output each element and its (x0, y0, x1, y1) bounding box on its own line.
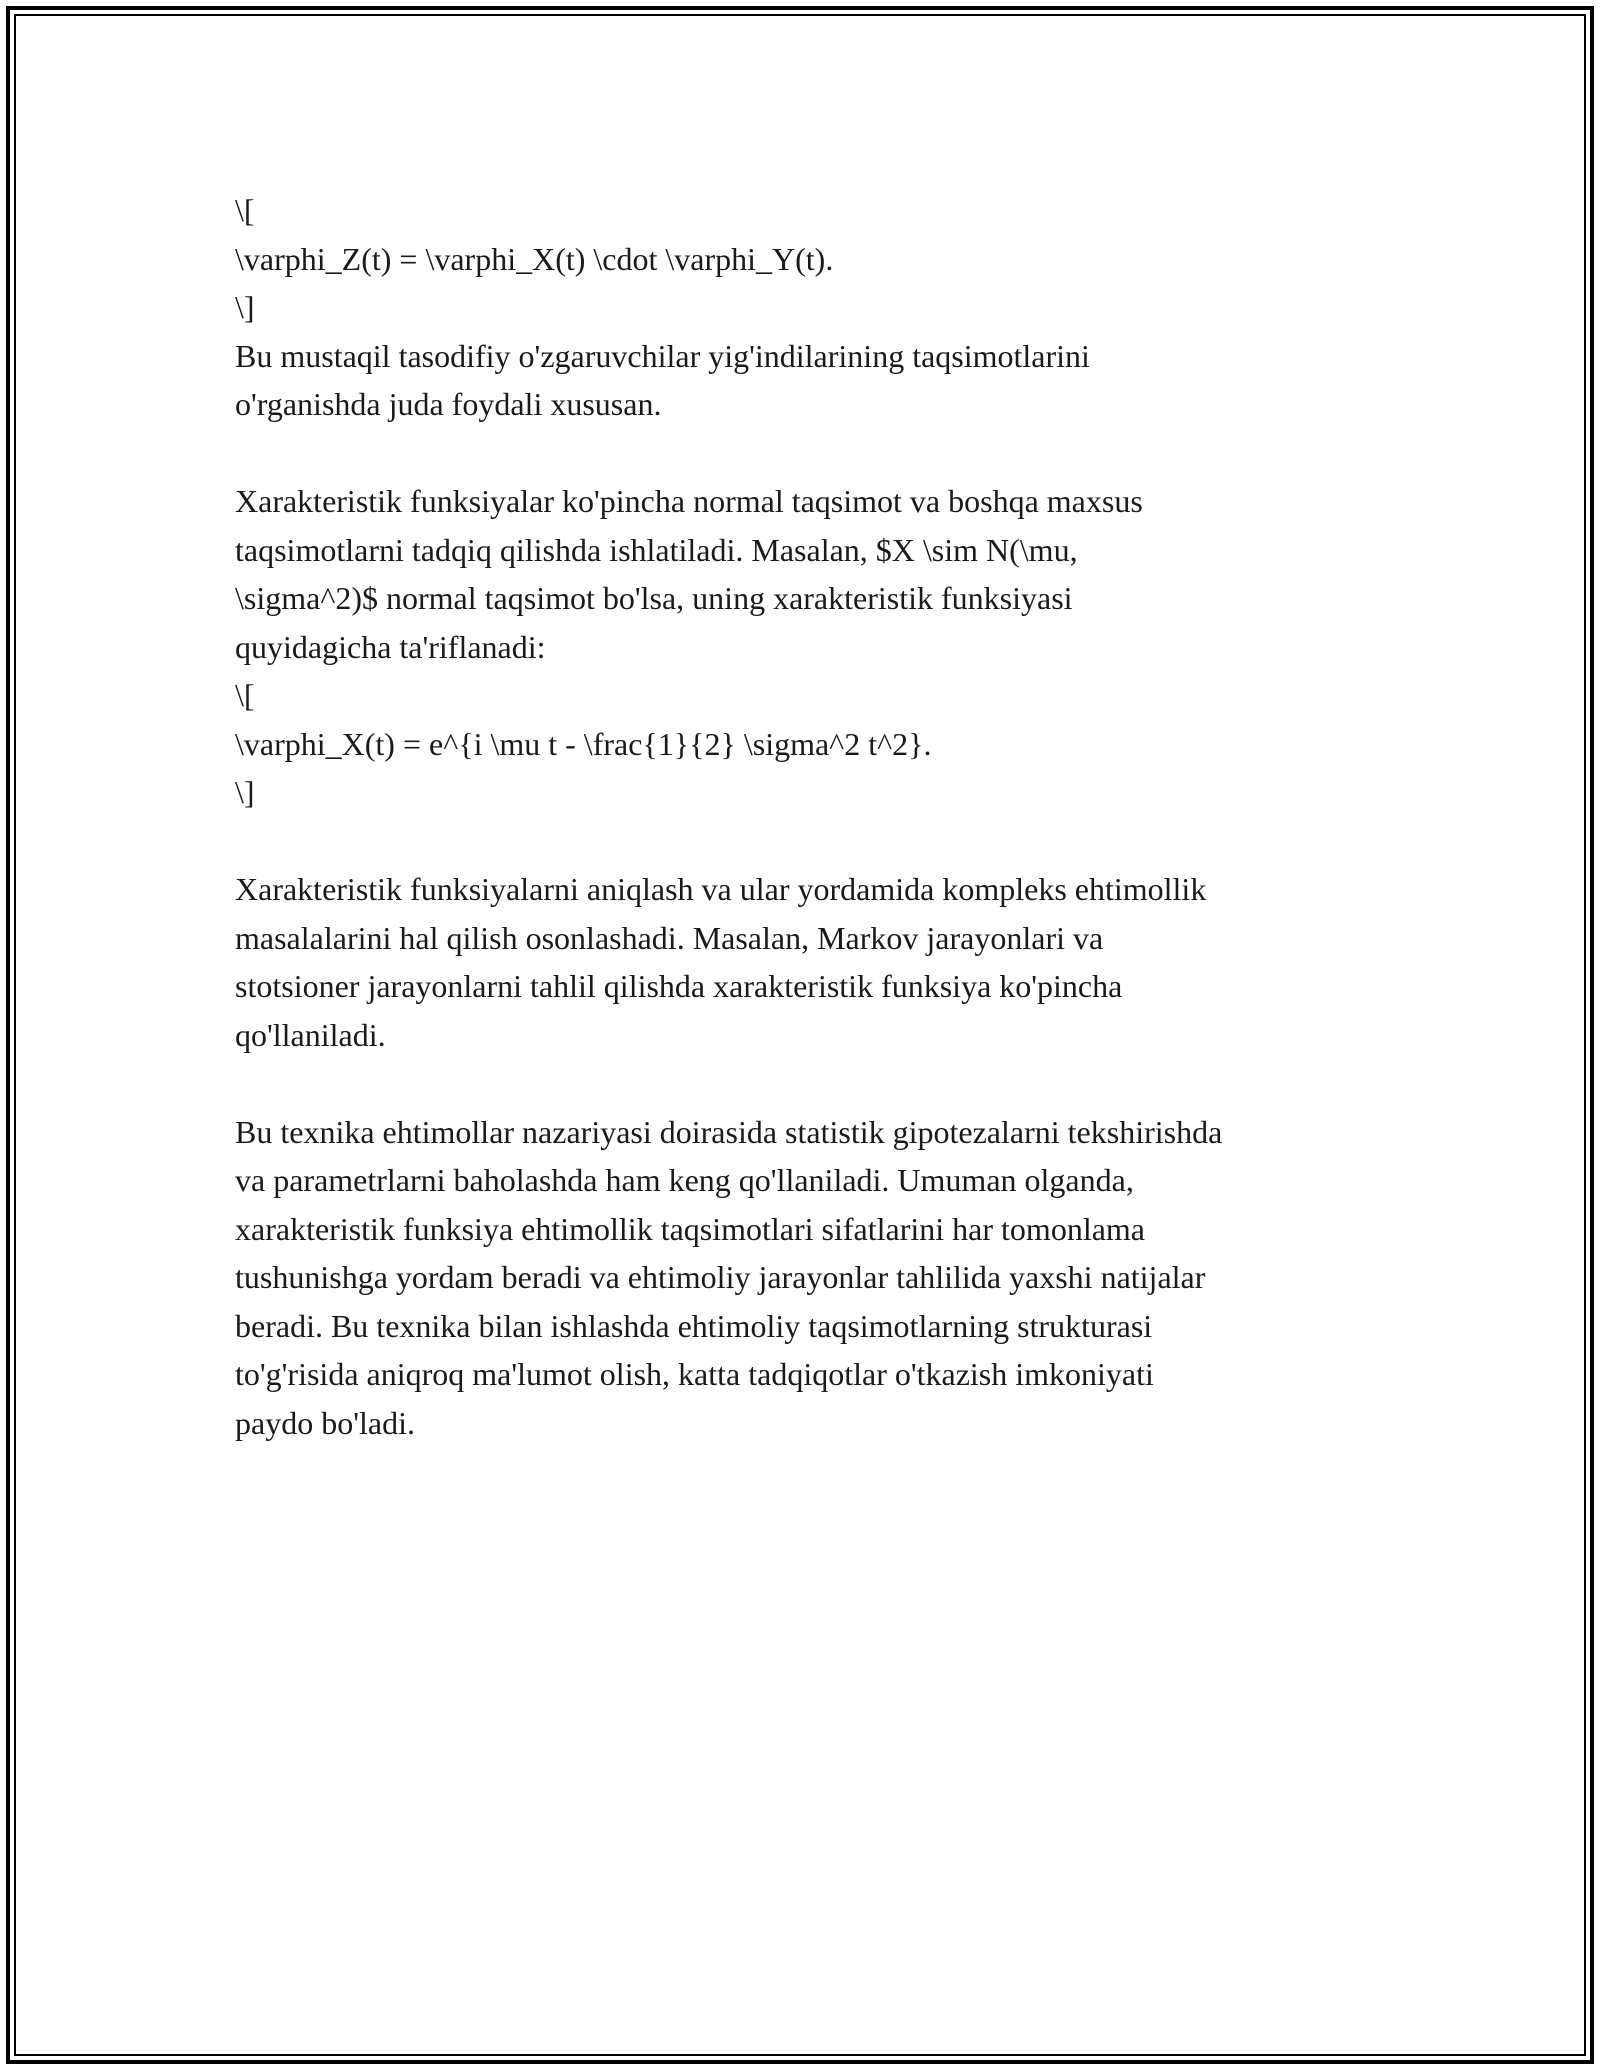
paragraph (235, 1108, 1385, 1448)
equation-line: \[ (235, 677, 255, 713)
paragraph-line: va parametrlarni baholashda ham keng qo'llaniladi. Umuman olganda, (235, 1162, 1134, 1198)
paragraph-line: taqsimotlarni tadqiq qilishda ishlatiladi. Masalan, $X \sim N(\mu, (235, 531, 1078, 568)
document-body (235, 186, 1385, 1447)
paragraph-line: xarakteristik funksiya ehtimollik taqsimotlari sifatlarini har tomonlama (235, 1210, 1145, 1247)
paragraph-line: paydo bo'ladi. (235, 1404, 415, 1441)
equation-line: \] (235, 774, 255, 810)
paragraph-spacer (235, 429, 1385, 478)
paragraph-line: masalalarini hal qilish osonlashadi. Masalan, Markov jarayonlari va (235, 919, 1104, 956)
paragraph (235, 332, 1385, 429)
equation-block (235, 186, 1385, 332)
paragraph (235, 865, 1385, 1059)
paragraph-line: \sigma^2)$ normal taqsimot bo'lsa, uning xarakteristik funksiyasi (235, 580, 1073, 616)
equation-line: \[ (235, 192, 255, 228)
paragraph-line: stotsioner jarayonlarni tahlil qilishda xarakteristik funksiya ko'pincha (235, 968, 1123, 1004)
paragraph-line: Xarakteristik funksiyalar ko'pincha normal taqsimot va boshqa maxsus (235, 483, 1143, 519)
paragraph-line: Bu mustaqil tasodifiy o'zgaruvchilar yig'indilarining taqsimotlarini (235, 337, 1090, 374)
equation-line: \] (235, 289, 255, 325)
paragraph-line: quyidagicha ta'riflanadi: (235, 628, 546, 665)
paragraph-line: qo'llaniladi. (235, 1016, 386, 1053)
paragraph (235, 477, 1385, 671)
paragraph-line: to'g'risida aniqroq ma'lumot olish, katta tadqiqotlar o'tkazish imkoniyati (235, 1356, 1154, 1392)
equation-line: \varphi_Z(t) = \varphi_X(t) \cdot \varphi_Y(t). (235, 240, 834, 277)
equation-block (235, 671, 1385, 817)
paragraph-line: o'rganishda juda foydali xususan. (235, 386, 662, 422)
paragraph-line: Xarakteristik funksiyalarni aniqlash va ular yordamida kompleks ehtimollik (235, 871, 1207, 907)
paragraph-spacer (235, 1059, 1385, 1108)
equation-line: \varphi_X(t) = e^{i \mu t - \frac{1}{2} \sigma^2 t^2}. (235, 725, 932, 762)
paragraph-spacer (235, 817, 1385, 866)
paragraph-line: beradi. Bu texnika bilan ishlashda ehtimoliy taqsimotlarning strukturasi (235, 1307, 1153, 1344)
paragraph-line: Bu texnika ehtimollar nazariyasi doirasida statistik gipotezalarni tekshirishda (235, 1113, 1223, 1150)
paragraph-line: tushunishga yordam beradi va ehtimoliy jarayonlar tahlilida yaxshi natijalar (235, 1259, 1206, 1295)
